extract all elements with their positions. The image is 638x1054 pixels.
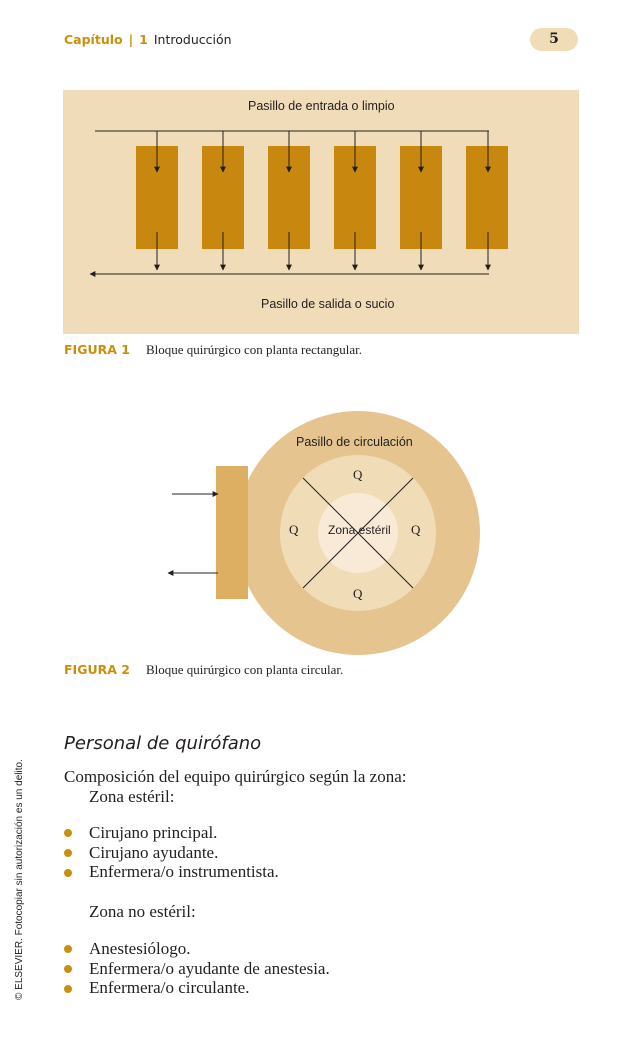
chapter-number: 1 (139, 32, 148, 47)
bullet-icon (64, 985, 72, 993)
sterile-zone-label: Zona estéril (328, 523, 391, 537)
section-intro: Composición del equipo quirúrgico según la zona: (64, 767, 407, 786)
figure2-caption-text: Bloque quirúrgico con planta circular. (146, 662, 344, 677)
sterile-zone-heading: Zona estéril: (89, 787, 175, 806)
figure2-caption (64, 662, 343, 678)
nonsterile-zone-heading: Zona no estéril: (89, 902, 196, 921)
chapter-separator: | (128, 32, 134, 47)
figure1-caption (64, 342, 362, 358)
list-item: Enfermera/o ayudante de anestesia. (89, 959, 330, 978)
list-item: Enfermera/o circulante. (89, 978, 250, 997)
operating-room (466, 146, 508, 249)
figure2-caption-number: FIGURA 2 (64, 662, 130, 677)
section-title: Personal de quirófano (64, 733, 262, 754)
bullet-icon (64, 849, 72, 857)
figure1-exit-corridor-label: Pasillo de salida o sucio (261, 297, 395, 311)
bullet-icon (64, 869, 72, 877)
list-item: Anestesiólogo. (89, 939, 191, 958)
figure1-diagram (0, 0, 638, 340)
page-number-badge: 5 (530, 28, 578, 51)
figure1-entry-corridor-label: Pasillo de entrada o limpio (248, 99, 395, 113)
bullet-icon (64, 965, 72, 973)
figure1-caption-text: Bloque quirúrgico con planta rectangular. (146, 342, 362, 357)
chapter-word: Capítulo (64, 32, 123, 47)
bullet-icon (64, 829, 72, 837)
room-q-left: Q (289, 522, 299, 537)
list-item: Cirujano principal. (89, 823, 218, 842)
bullet-icon (64, 945, 72, 953)
room-q-right: Q (411, 522, 421, 537)
room-q-top: Q (353, 467, 363, 482)
entry-block (216, 466, 248, 599)
room-q-bottom: Q (353, 586, 363, 601)
figure1-caption-number: FIGURA 1 (64, 342, 130, 357)
copyright-side-note: © ELSEVIER. Fotocopiar sin autorización es un delito. (14, 759, 25, 1000)
chapter-title: Introducción (153, 32, 232, 47)
list-item: Enfermera/o instrumentista. (89, 862, 279, 881)
circulation-corridor-label: Pasillo de circulación (296, 435, 413, 449)
list-item: Cirujano ayudante. (89, 843, 219, 862)
